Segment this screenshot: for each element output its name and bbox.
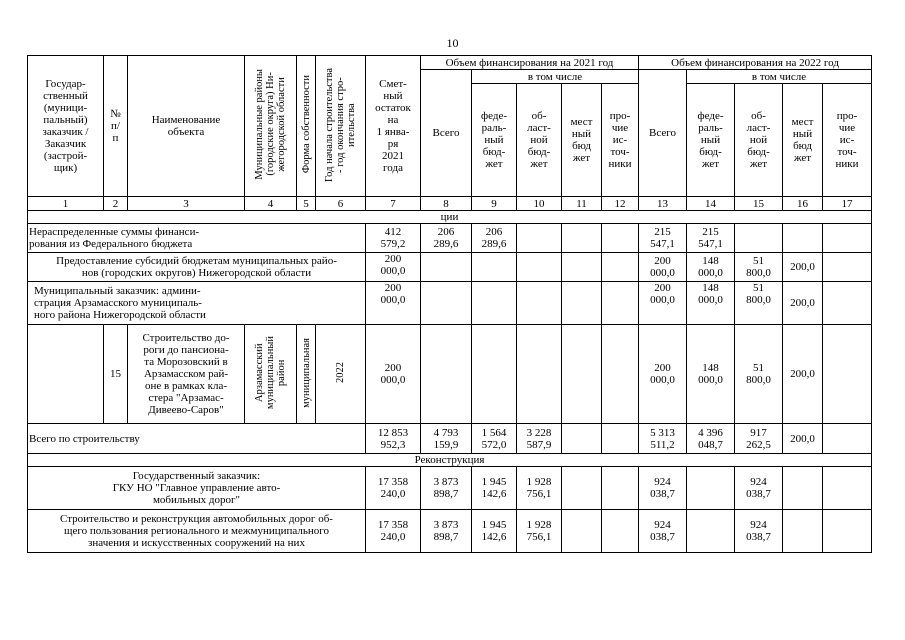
header-num: № п/ п xyxy=(104,56,128,197)
cell-local-2022: 200,0 xyxy=(783,424,823,454)
header-federal-2022: феде- раль- ный бюд- жет xyxy=(687,84,735,197)
cell-remainder: 17 358 240,0 xyxy=(366,510,421,553)
section-title: Реконструкция xyxy=(28,454,872,467)
row-label: Муниципальный заказчик: админи- страция Арзамасского муниципаль- ного района Нижегородской области xyxy=(28,282,366,325)
header-federal-2021: феде- раль- ный бюд- жет xyxy=(472,84,517,197)
table-row xyxy=(28,253,872,282)
cell-remainder: 200 000,0 xyxy=(366,325,421,424)
cell-total-2022: 200 000,0 xyxy=(639,325,687,424)
cell-federal-2021: 206 289,6 xyxy=(472,224,517,253)
page-number: 10 xyxy=(446,36,459,50)
cell-total-2022: 200 000,0 xyxy=(639,282,687,325)
cell-regional-2022: 51 800,0 xyxy=(735,282,783,325)
cell-regional-2021: 1 928 756,1 xyxy=(517,510,562,553)
cell-federal-2021: 1 564 572,0 xyxy=(472,424,517,454)
header-total-2021: Всего xyxy=(421,70,472,197)
col-number: 6 xyxy=(316,197,366,211)
cell-total-2022: 200 000,0 xyxy=(639,253,687,282)
row-label: Государственный заказчик: ГКУ НО "Главное управление авто- мобильных дорог" xyxy=(28,467,366,510)
col-number: 1 xyxy=(28,197,104,211)
cell-remainder: 12 853 952,3 xyxy=(366,424,421,454)
col-number: 13 xyxy=(639,197,687,211)
header-local-2021: мест ный бюд жет xyxy=(562,84,602,197)
header-including-2022: в том числе xyxy=(687,70,872,84)
cell-federal-2021: 1 945 142,6 xyxy=(472,467,517,510)
header-volume-2022: Объем финансирования на 2022 год xyxy=(639,56,872,70)
cell-local-2022: 200,0 xyxy=(783,325,823,424)
col-number: 4 xyxy=(245,197,297,211)
row-number: 15 xyxy=(104,325,128,424)
col-number: 12 xyxy=(602,197,639,211)
cell-federal-2022: 148 000,0 xyxy=(687,325,735,424)
row-label: Строительство и реконструкция автомобильных дорог об- щего пользования регионального и межмуниципального значения и искусственных сооружений на них xyxy=(28,510,366,553)
table-row xyxy=(28,325,872,424)
row-label: Нераспределенные суммы финанси- рования из Федерального бюджета xyxy=(28,224,366,253)
header-volume-2021: Объем финансирования на 2021 год xyxy=(421,56,639,70)
cell-regional-2022: 917 262,5 xyxy=(735,424,783,454)
header-including-2021: в том числе xyxy=(472,70,639,84)
cell-federal-2022: 148 000,0 xyxy=(687,282,735,325)
cell-regional-2022: 51 800,0 xyxy=(735,325,783,424)
row-label: Всего по строительству xyxy=(28,424,366,454)
header-other-2021: про- чие ис- точ- ники xyxy=(602,84,639,197)
cell-local-2022: 200,0 xyxy=(783,253,823,282)
object-district: Арзамасский муниципальный район xyxy=(254,335,287,410)
col-number: 9 xyxy=(472,197,517,211)
continuation-label: ции xyxy=(28,211,872,224)
header-customer: Государ- ственный (муници- пальный) заказчик / Заказчик (застрой- щик) xyxy=(28,56,104,197)
col-number: 17 xyxy=(823,197,872,211)
cell-total-2022: 5 313 511,2 xyxy=(639,424,687,454)
table-row xyxy=(28,467,872,510)
header-regional-2022: об- ласт- ной бюд- жет xyxy=(735,84,783,197)
cell-total-2021: 206 289,6 xyxy=(421,224,472,253)
header-ownership: Форма собственности xyxy=(300,75,312,174)
cell-federal-2022: 4 396 048,7 xyxy=(687,424,735,454)
table-row xyxy=(28,224,872,253)
object-year: 2022 xyxy=(335,362,346,383)
col-number: 3 xyxy=(128,197,245,211)
cell-total-2021: 4 793 159,9 xyxy=(421,424,472,454)
col-number: 7 xyxy=(366,197,421,211)
cell-remainder: 17 358 240,0 xyxy=(366,467,421,510)
col-number: 5 xyxy=(297,197,316,211)
column-number-row xyxy=(28,197,872,211)
col-number: 15 xyxy=(735,197,783,211)
col-number: 2 xyxy=(104,197,128,211)
header-object-name: Наименование объекта xyxy=(128,56,245,197)
cell-regional-2022: 51 800,0 xyxy=(735,253,783,282)
header-other-2022: про- чие ис- точ- ники xyxy=(823,84,872,197)
col-number: 14 xyxy=(687,197,735,211)
table-row xyxy=(28,510,872,553)
object-ownership: муниципальная xyxy=(300,337,312,408)
col-number: 10 xyxy=(517,197,562,211)
cell-total-2022: 215 547,1 xyxy=(639,224,687,253)
row-label: Предоставление субсидий бюджетам муниципальных райо- нов (городских округов) Нижегородской области xyxy=(28,253,366,282)
cell-regional-2021: 3 228 587,9 xyxy=(517,424,562,454)
object-name: Строительство до- роги до пансиона- та Морозовский в Арзамасском рай- оне в рамках кла- стера "Арзамас- Дивеево-Саров" xyxy=(128,325,245,424)
cell-regional-2021: 1 928 756,1 xyxy=(517,467,562,510)
cell-total-2022: 924 038,7 xyxy=(639,510,687,553)
cell-total-2021: 3 873 898,7 xyxy=(421,510,472,553)
header-local-2022: мест ный бюд жет xyxy=(783,84,823,197)
cell-federal-2021: 1 945 142,6 xyxy=(472,510,517,553)
cell-regional-2022: 924 038,7 xyxy=(735,510,783,553)
col-number: 8 xyxy=(421,197,472,211)
header-years: Год начала строительства - год окончания стро- ительства xyxy=(324,67,357,182)
header-regional-2021: об- ласт- ной бюд- жет xyxy=(517,84,562,197)
cell-local-2022: 200,0 xyxy=(783,282,823,325)
cell-federal-2022: 215 547,1 xyxy=(687,224,735,253)
cell-remainder: 200 000,0 xyxy=(366,282,421,325)
cell-remainder: 200 000,0 xyxy=(366,253,421,282)
col-number: 11 xyxy=(562,197,602,211)
header-remainder: Смет- ный остаток на 1 янва- ря 2021 года xyxy=(366,56,421,197)
table-row xyxy=(28,282,872,325)
cell-regional-2022: 924 038,7 xyxy=(735,467,783,510)
financing-table xyxy=(27,55,872,553)
cell-federal-2022: 148 000,0 xyxy=(687,253,735,282)
cell-remainder: 412 579,2 xyxy=(366,224,421,253)
header-districts: Муниципальные районы (городские округа) Ни- жегородской области xyxy=(254,69,287,180)
cell-total-2022: 924 038,7 xyxy=(639,467,687,510)
header-total-2022: Всего xyxy=(639,70,687,197)
table-row xyxy=(28,424,872,454)
col-number: 16 xyxy=(783,197,823,211)
cell-total-2021: 3 873 898,7 xyxy=(421,467,472,510)
